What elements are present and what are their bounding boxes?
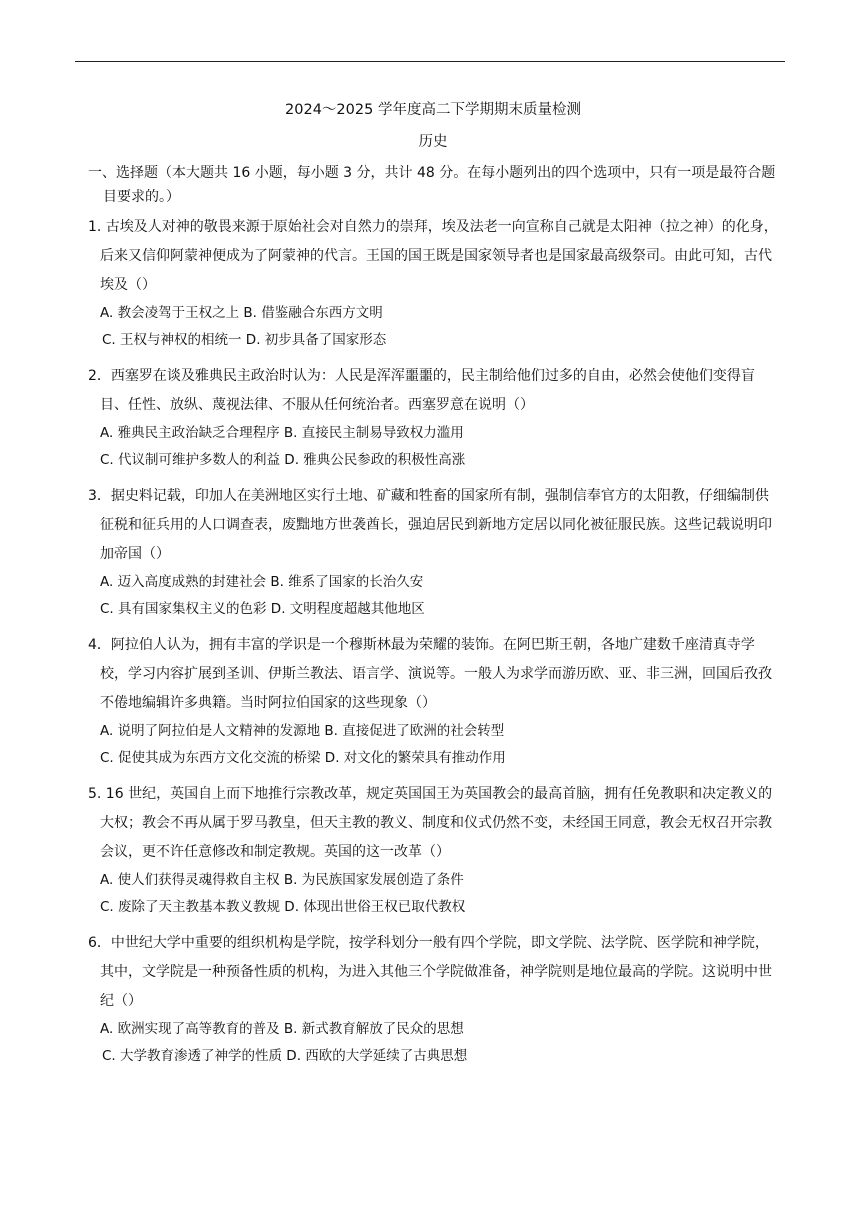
options-ab: A. 欧洲实现了高等教育的普及 B. 新式教育解放了民众的思想 xyxy=(100,1021,464,1037)
options-cd: C. 废除了天主教基本教义教规 D. 体现出世俗王权已取代教权 xyxy=(100,899,466,915)
question-stem: 3．据史料记载，印加人在美洲地区实行土地、矿藏和牲畜的国家所有制，强制信奉官方的太阳教，仔细编制供征税和征兵用的人口调查表，废黜地方世袭酋长，强迫居民到新地方定居以同化被征服民族。这些记载说明印加帝国（） xyxy=(88,488,772,562)
options-ab: A. 教会凌驾于王权之上 B. 借鉴融合东西方文明 xyxy=(100,305,383,321)
options-cd: C. 王权与神权的相统一 D. 初步具备了国家形态 xyxy=(102,332,387,348)
question-4 xyxy=(88,631,778,772)
options-cd: C. 具有国家集权主义的色彩 D. 文明程度超越其他地区 xyxy=(100,601,425,617)
options-ab: A. 迈入高度成熟的封建社会 B. 维系了国家的长治久安 xyxy=(100,574,424,590)
question-3 xyxy=(88,482,778,623)
options-cd: C. 促使其成为东西方文化交流的桥梁 D. 对文化的繁荣具有推动作用 xyxy=(100,750,506,766)
question-2 xyxy=(88,362,778,474)
question-5 xyxy=(88,780,778,921)
question-stem: 4．阿拉伯人认为，拥有丰富的学识是一个穆斯林最为荣耀的装饰。在阿巴斯王朝，各地广建数千座清真寺学校，学习内容扩展到圣训、伊斯兰教法、语言学、演说等。一般人为求学而游历欧、亚、非三洲，回国后孜孜不倦地编辑许多典籍。当时阿拉伯国家的这些现象（） xyxy=(88,637,772,711)
exam-title: 2024～2025 学年度高二下学期期末质量检测 xyxy=(285,102,581,118)
question-stem: 5. 16 世纪，英国自上而下地推行宗教改革，规定英国国王为英国教会的最高首脑，拥有任免教职和决定教义的大权；教会不再从属于罗马教皇，但天主教的教义、制度和仪式仍然不变，未经国王同意，教会无权召开宗教会议，更不许任意修改和制定教规。英国的这一改革（） xyxy=(88,786,773,860)
exam-page xyxy=(88,100,778,1078)
options-cd: C. 代议制可维护多数人的利益 D. 雅典公民参政的积极性高涨 xyxy=(100,452,466,468)
question-stem: 1. 古埃及人对神的敬畏来源于原始社会对自然力的崇拜，埃及法老一向宣称自己就是太阳神（拉之神）的化身，后来又信仰阿蒙神便成为了阿蒙神的代言。王国的国王既是国家领导者也是国家最高级祭司。由此可知，古代埃及（） xyxy=(88,219,778,293)
options-ab: A. 使人们获得灵魂得救自主权 B. 为民族国家发展创造了条件 xyxy=(100,872,464,888)
header-rule xyxy=(75,61,785,62)
exam-subject: 历史 xyxy=(418,134,448,150)
question-6 xyxy=(88,929,778,1070)
question-stem: 6．中世纪大学中重要的组织机构是学院，按学科划分一般有四个学院，即文学院、法学院、医学院和神学院，其中，文学院是一种预备性质的机构，为进入其他三个学院做准备，神学院则是地位最高的学院。这说明中世纪（） xyxy=(88,935,772,1009)
options-ab: A. 雅典民主政治缺乏合理程序 B. 直接民主制易导致权力滥用 xyxy=(100,425,464,441)
question-stem: 2．西塞罗在谈及雅典民主政治时认为：人民是浑浑噩噩的，民主制给他们过多的自由，必然会使他们变得盲目、任性、放纵、蔑视法律、不服从任何统治者。西塞罗意在说明（） xyxy=(88,368,755,413)
section-heading: 一、选择题（本大题共 16 小题，每小题 3 分，共计 48 分。在每小题列出的四个选项中，只有一项是最符合题目要求的。） xyxy=(88,165,776,205)
question-1 xyxy=(88,213,778,354)
options-ab: A. 说明了阿拉伯是人文精神的发源地 B. 直接促进了欧洲的社会转型 xyxy=(100,723,505,739)
options-cd: C. 大学教育渗透了神学的性质 D. 西欧的大学延续了古典思想 xyxy=(102,1048,468,1064)
